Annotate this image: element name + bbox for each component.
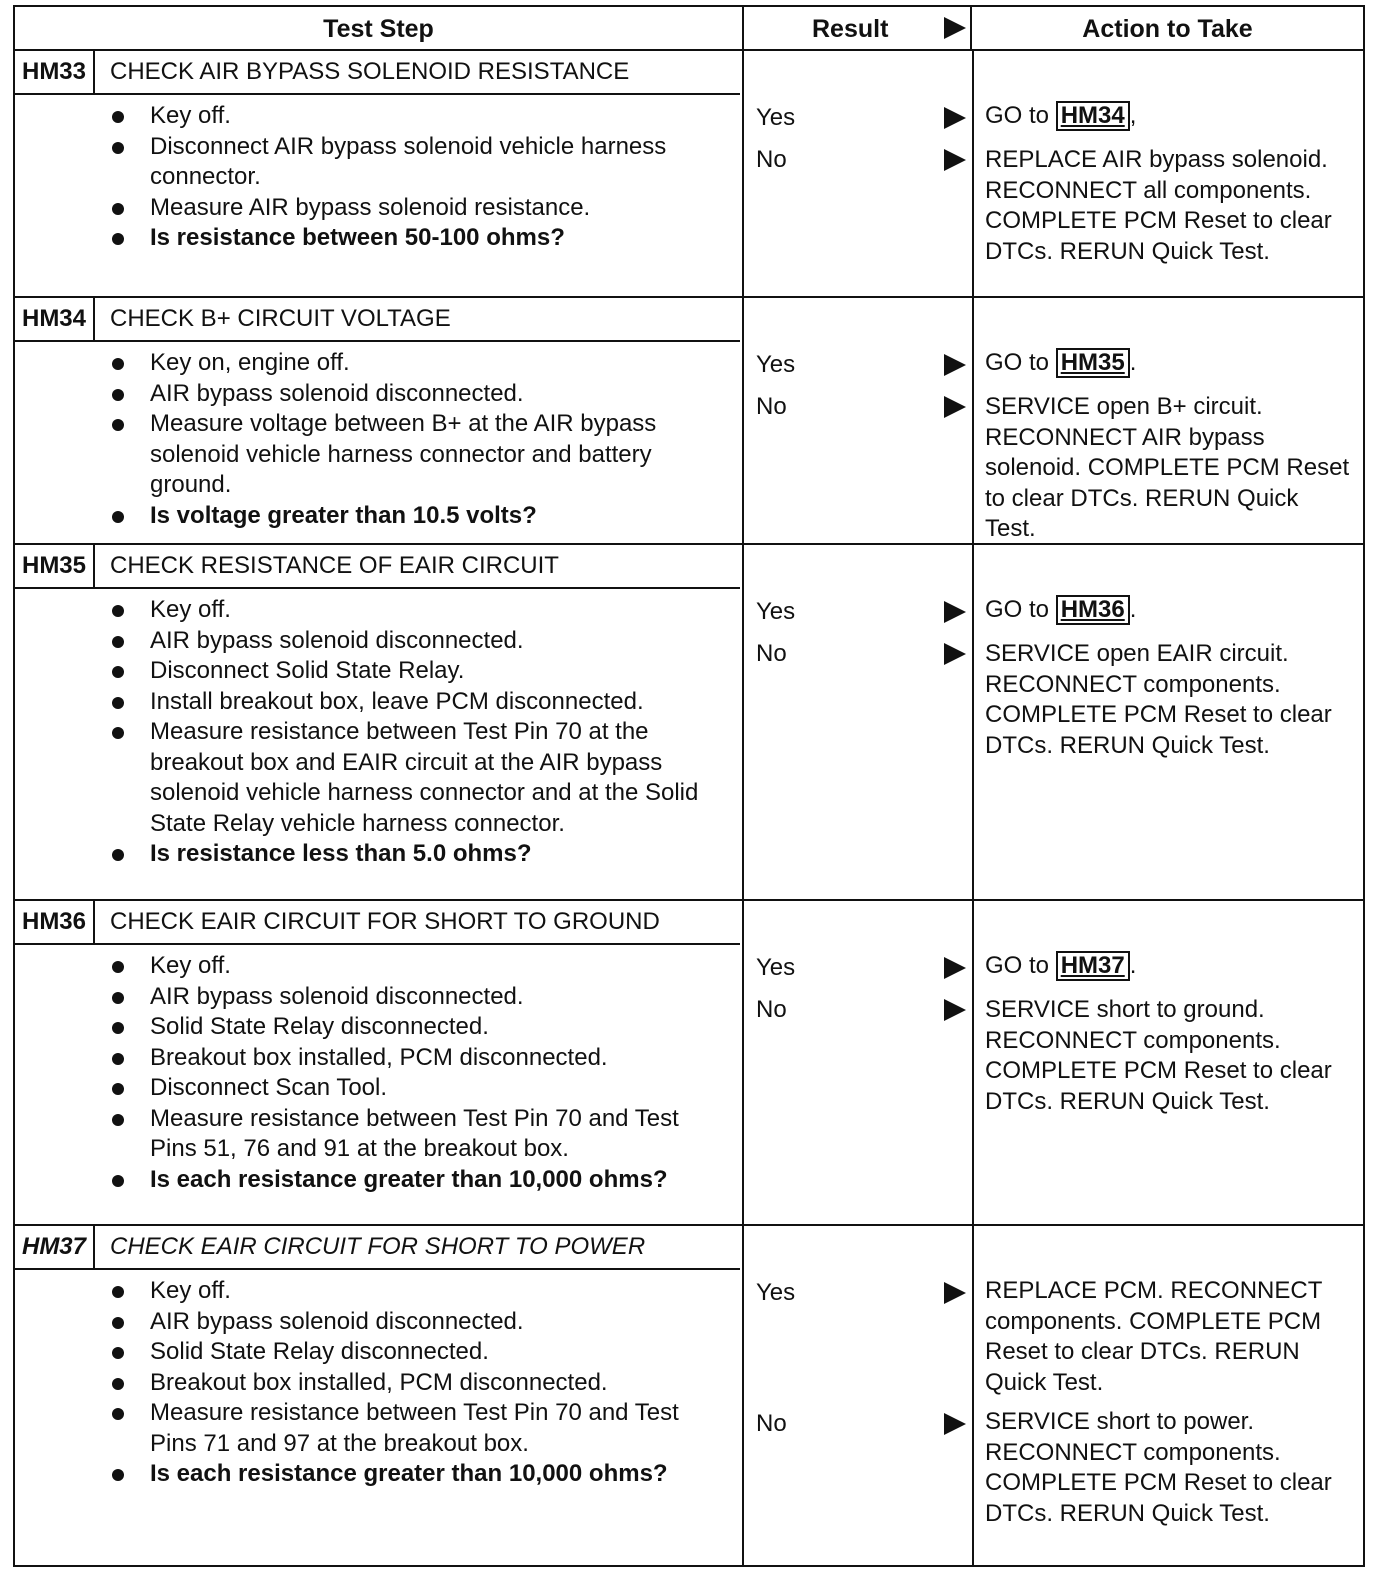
header-result: [742, 7, 970, 51]
step-item: Key off.: [110, 101, 730, 132]
result-no: No: [756, 640, 787, 667]
goto-reference[interactable]: HM34: [1056, 101, 1130, 131]
step-item: Key off.: [110, 951, 730, 982]
action-yes-suffix: ,: [1129, 102, 1137, 129]
goto-reference[interactable]: HM37: [1056, 951, 1130, 981]
test-row-hm37: [15, 1226, 1363, 1565]
action-yes-suffix: .: [1129, 596, 1137, 623]
test-steps: [110, 595, 730, 870]
action-yes-prefix: GO to: [985, 102, 1050, 129]
step-item: Breakout box installed, PCM disconnected.: [110, 1043, 730, 1074]
goto-reference[interactable]: HM36: [1056, 595, 1130, 625]
test-row-hm34: [15, 298, 1363, 545]
action-yes-prefix: GO to: [985, 596, 1050, 623]
step-item: Key off.: [110, 1276, 730, 1307]
step-item: Disconnect Scan Tool.: [110, 1073, 730, 1104]
test-id: HM37: [15, 1226, 95, 1268]
result-yes: Yes: [756, 1279, 796, 1306]
step-item: AIR bypass solenoid disconnected.: [110, 982, 730, 1013]
step-item: Measure resistance between Test Pin 70 and Test Pins 51, 76 and 91 at the breakout box.: [110, 1104, 730, 1165]
test-title: [15, 1226, 740, 1270]
result-yes: Yes: [756, 954, 796, 981]
action-yes: [985, 951, 1355, 982]
test-title-text: CHECK B+ CIRCUIT VOLTAGE: [110, 305, 451, 332]
action-yes: [985, 348, 1355, 379]
step-item: Measure AIR bypass solenoid resistance.: [110, 193, 730, 224]
arrow-right-icon: [944, 643, 966, 665]
step-question: Is resistance less than 5.0 ohms?: [110, 839, 730, 870]
result-no: No: [756, 393, 787, 420]
result-no: No: [756, 996, 787, 1023]
test-row-hm36: [15, 901, 1363, 1226]
arrow-right-icon: [944, 17, 966, 39]
test-title-text: CHECK EAIR CIRCUIT FOR SHORT TO GROUND: [110, 908, 660, 935]
action-yes-prefix: GO to: [985, 349, 1050, 376]
result-no: No: [756, 1410, 787, 1437]
step-item: Disconnect Solid State Relay.: [110, 656, 730, 687]
step-question: Is each resistance greater than 10,000 ohms?: [110, 1165, 730, 1196]
arrow-right-icon: [944, 149, 966, 171]
test-title: [15, 545, 740, 589]
arrow-right-icon: [944, 396, 966, 418]
test-title: [15, 51, 740, 95]
test-id: HM34: [15, 298, 95, 340]
arrow-right-icon: [944, 1282, 966, 1304]
test-row-hm35: [15, 545, 1363, 901]
test-title-text: CHECK RESISTANCE OF EAIR CIRCUIT: [110, 552, 559, 579]
step-question: Is resistance between 50-100 ohms?: [110, 223, 730, 254]
step-item: Disconnect AIR bypass solenoid vehicle harness connector.: [110, 132, 730, 193]
arrow-right-icon: [944, 999, 966, 1021]
test-steps: [110, 101, 730, 254]
step-item: Measure resistance between Test Pin 70 at the breakout box and EAIR circuit at the AIR bypass solenoid vehicle harness connector and at the Solid State Relay vehicle harness connector.: [110, 717, 730, 839]
header-action: Action to Take: [970, 7, 1363, 51]
step-item: Breakout box installed, PCM disconnected.: [110, 1368, 730, 1399]
test-title-text: CHECK EAIR CIRCUIT FOR SHORT TO POWER: [110, 1233, 646, 1260]
action-no: SERVICE short to ground. RECONNECT components. COMPLETE PCM Reset to clear DTCs. RERUN Quick Test.: [985, 996, 1332, 1115]
test-title: [15, 901, 740, 945]
step-question: Is voltage greater than 10.5 volts?: [110, 501, 730, 532]
action-yes: REPLACE PCM. RECONNECT components. COMPLETE PCM Reset to clear DTCs. RERUN Quick Test.: [985, 1277, 1322, 1396]
arrow-right-icon: [944, 957, 966, 979]
step-question: Is each resistance greater than 10,000 ohms?: [110, 1459, 730, 1490]
action-no: SERVICE short to power. RECONNECT components. COMPLETE PCM Reset to clear DTCs. RERUN Quick Test.: [985, 1408, 1332, 1527]
action-no: SERVICE open EAIR circuit. RECONNECT components. COMPLETE PCM Reset to clear DTCs. RERUN Quick Test.: [985, 640, 1332, 759]
test-row-hm33: [15, 51, 1363, 298]
header-result-label: Result: [812, 15, 889, 43]
arrow-right-icon: [944, 107, 966, 129]
step-item: Install breakout box, leave PCM disconnected.: [110, 687, 730, 718]
action-yes: [985, 101, 1355, 132]
diagnostic-table: [13, 5, 1365, 1567]
test-steps: [110, 348, 730, 531]
result-yes: Yes: [756, 351, 796, 378]
result-cell: [742, 901, 974, 1224]
test-steps: [110, 951, 730, 1195]
action-no: REPLACE AIR bypass solenoid. RECONNECT all components. COMPLETE PCM Reset to clear DTCs. RERUN Quick Test.: [985, 146, 1332, 265]
step-item: Key on, engine off.: [110, 348, 730, 379]
action-yes-prefix: GO to: [985, 952, 1050, 979]
table-header: [15, 7, 1363, 51]
step-item: Solid State Relay disconnected.: [110, 1337, 730, 1368]
step-item: AIR bypass solenoid disconnected.: [110, 1307, 730, 1338]
step-item: Key off.: [110, 595, 730, 626]
result-cell: [742, 1226, 974, 1565]
action-yes-suffix: .: [1129, 952, 1137, 979]
result-cell: [742, 545, 974, 899]
step-item: AIR bypass solenoid disconnected.: [110, 626, 730, 657]
goto-reference[interactable]: HM35: [1056, 348, 1130, 378]
test-steps: [110, 1276, 730, 1490]
arrow-right-icon: [944, 1413, 966, 1435]
header-test-step: Test Step: [323, 15, 434, 43]
result-yes: Yes: [756, 598, 796, 625]
result-cell: [742, 51, 974, 296]
arrow-right-icon: [944, 601, 966, 623]
arrow-right-icon: [944, 354, 966, 376]
result-cell: [742, 298, 974, 543]
step-item: Measure voltage between B+ at the AIR bypass solenoid vehicle harness connector and battery ground.: [110, 409, 730, 501]
test-id: HM33: [15, 51, 95, 93]
result-yes: Yes: [756, 104, 796, 131]
step-item: AIR bypass solenoid disconnected.: [110, 379, 730, 410]
test-title-text: CHECK AIR BYPASS SOLENOID RESISTANCE: [110, 58, 630, 85]
action-yes-suffix: .: [1129, 349, 1137, 376]
test-title: [15, 298, 740, 342]
step-item: Solid State Relay disconnected.: [110, 1012, 730, 1043]
test-id: HM36: [15, 901, 95, 943]
result-no: No: [756, 146, 787, 173]
action-yes: [985, 595, 1355, 626]
step-item: Measure resistance between Test Pin 70 and Test Pins 71 and 97 at the breakout box.: [110, 1398, 730, 1459]
action-no: SERVICE open B+ circuit. RECONNECT AIR bypass solenoid. COMPLETE PCM Reset to clear DTCs. RERUN Quick Test.: [985, 393, 1350, 542]
test-id: HM35: [15, 545, 95, 587]
